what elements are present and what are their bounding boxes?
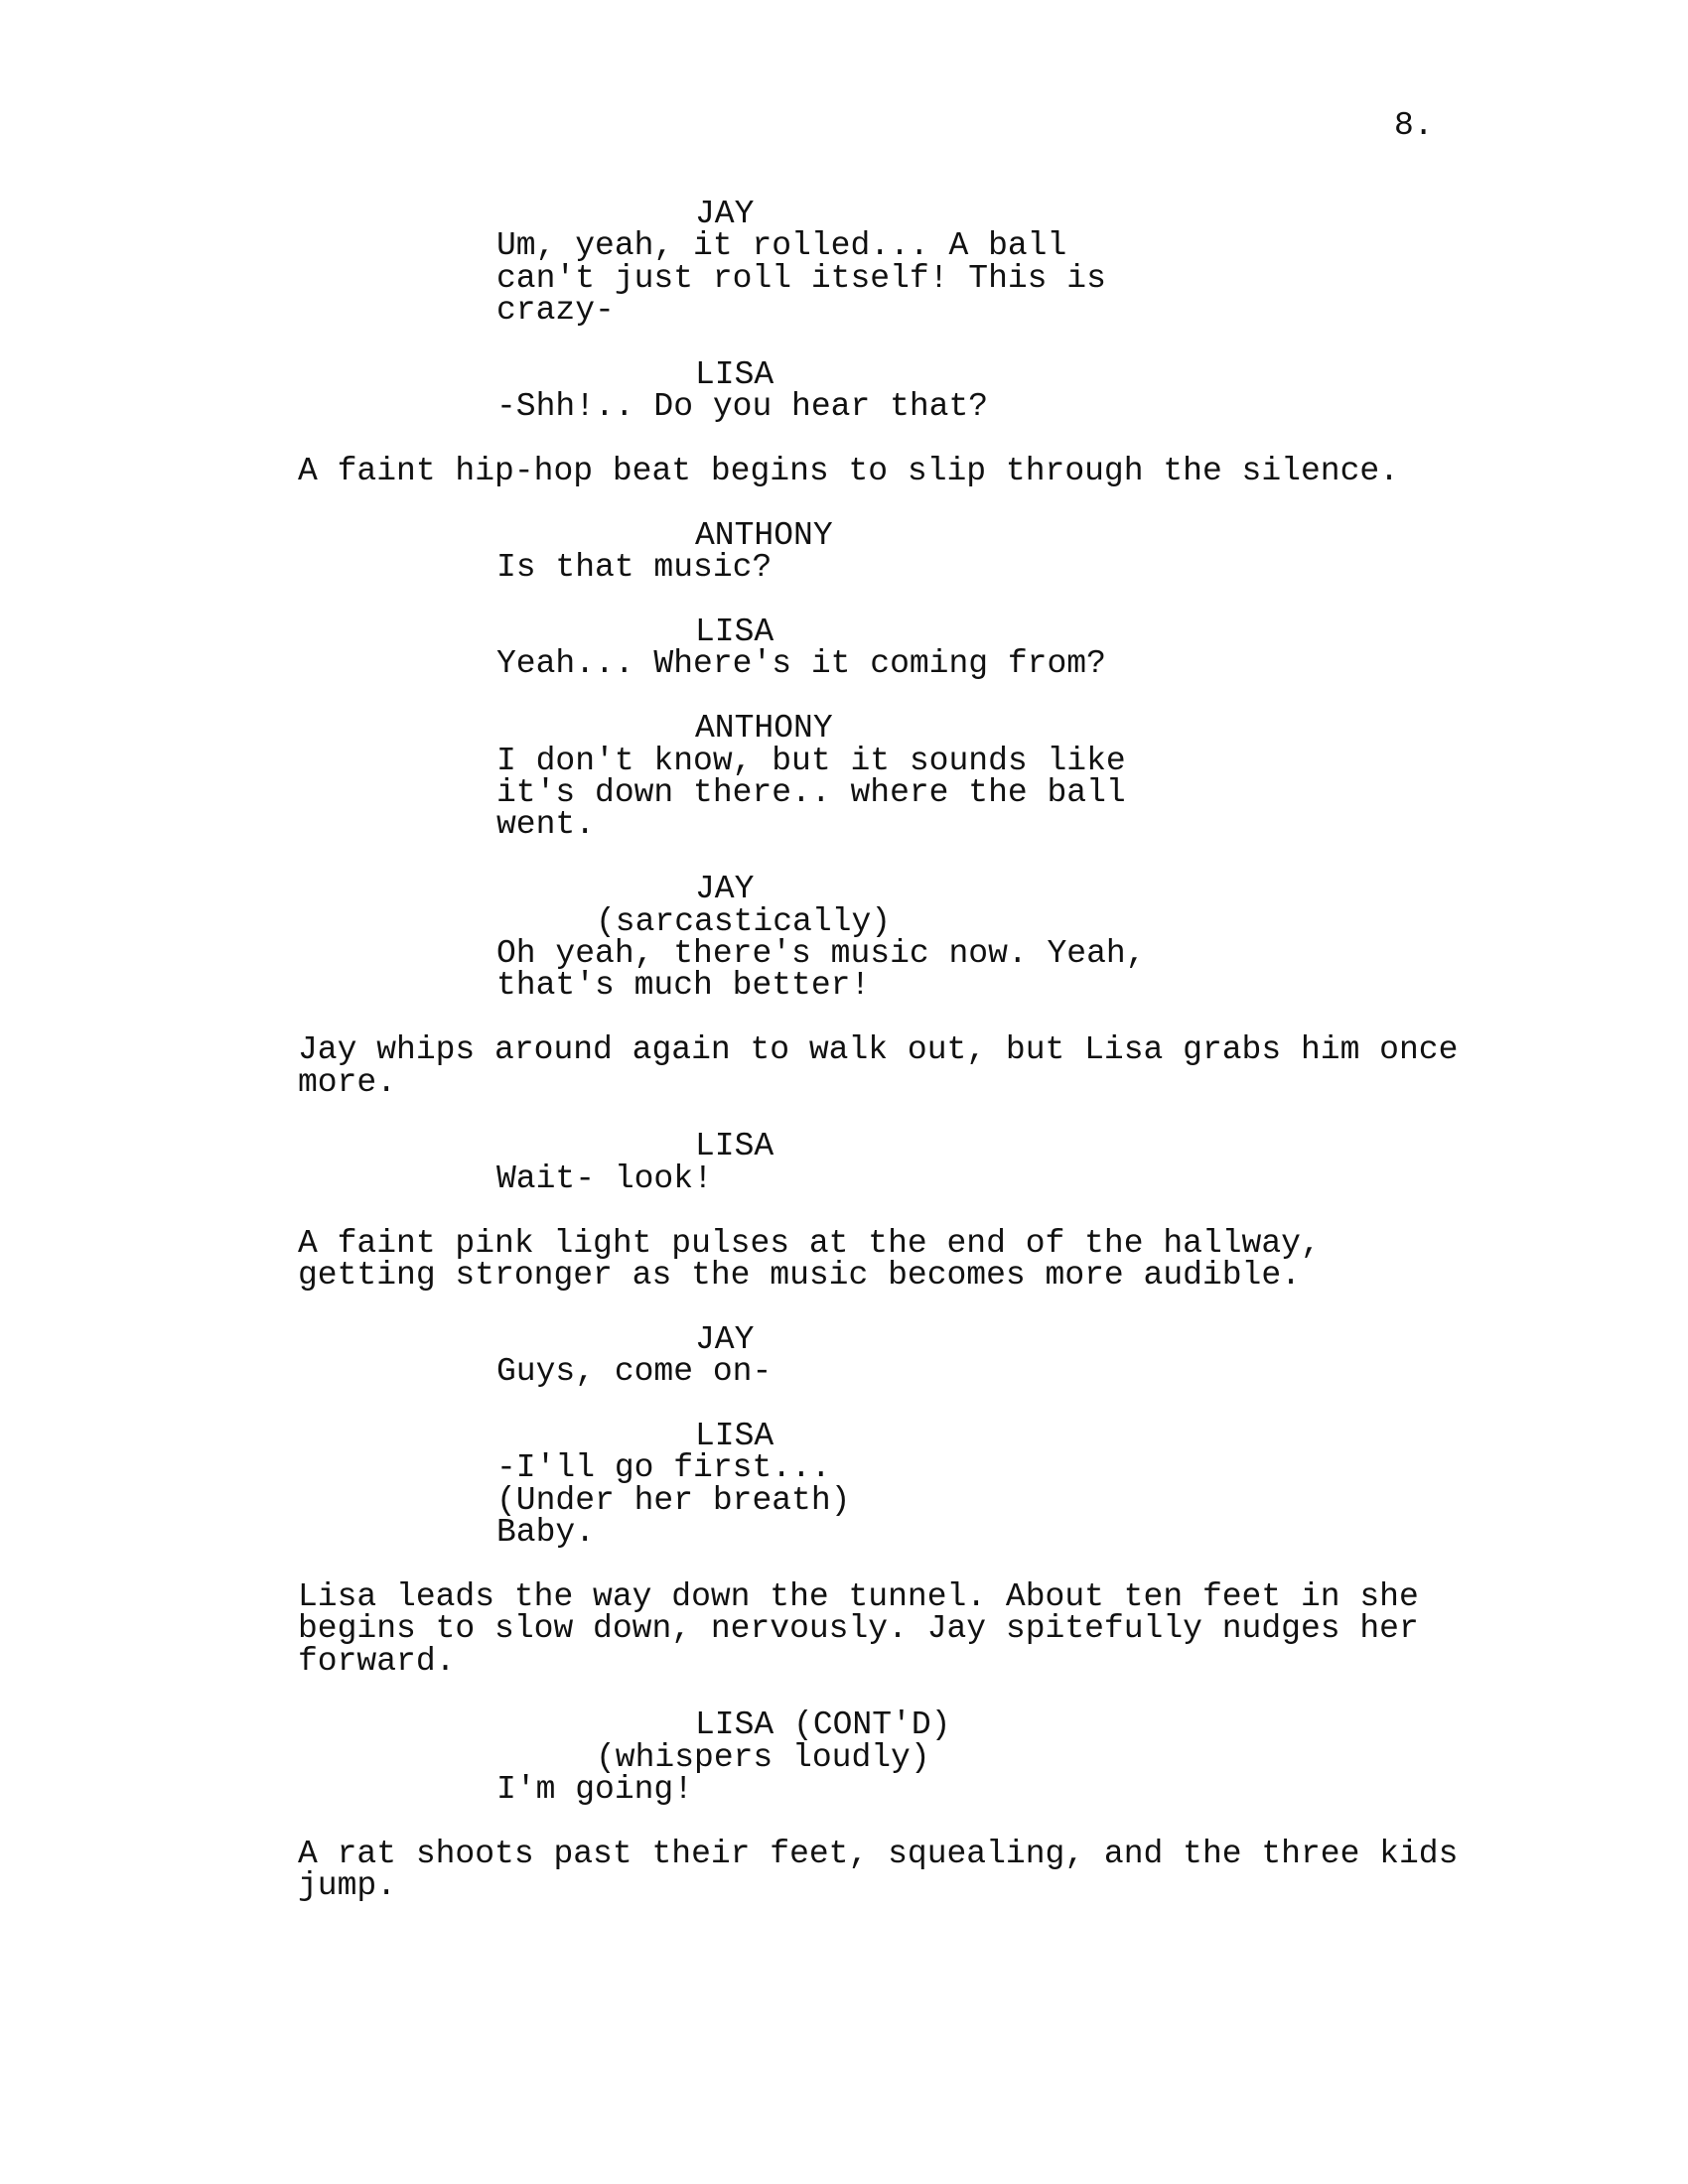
dialogue-line: -I'll go first... <box>496 1449 831 1487</box>
action-line: getting stronger as the music becomes more audible. <box>298 1256 1301 1294</box>
parenthetical: (whispers loudly) <box>596 1738 930 1776</box>
character-name: LISA <box>695 614 774 651</box>
character-name: LISA <box>695 355 774 393</box>
action-block <box>298 1031 1489 1101</box>
action-block <box>298 453 1489 490</box>
character-name: LISA <box>695 1128 774 1165</box>
page-number: 8. <box>1394 107 1434 144</box>
dialogue-block <box>298 1417 1489 1552</box>
character-name: ANTHONY <box>695 516 833 554</box>
dialogue-line: crazy- <box>496 292 615 330</box>
dialogue-line: Oh yeah, there's music now. Yeah, <box>496 934 1146 972</box>
character-name: LISA (CONT'D) <box>695 1706 951 1744</box>
action-line: Lisa leads the way down the tunnel. About ten feet in she <box>298 1577 1419 1615</box>
action-block <box>298 1577 1489 1680</box>
character-name: JAY <box>695 871 755 908</box>
dialogue-block <box>298 710 1489 844</box>
character-name: LISA <box>695 1417 774 1454</box>
action-line: more. <box>298 1063 397 1101</box>
dialogue-line: that's much better! <box>496 967 871 1005</box>
dialogue-block <box>298 871 1489 1005</box>
dialogue-block <box>298 616 1489 681</box>
dialogue-line: (Under her breath) <box>496 1481 851 1519</box>
dialogue-line: Wait- look! <box>496 1160 713 1197</box>
dialogue-line: can't just roll itself! This is <box>496 259 1106 297</box>
action-line: A rat shoots past their feet, squealing, and the three kids <box>298 1835 1459 1872</box>
action-line: A faint hip-hop beat begins to slip through the silence. <box>298 453 1399 490</box>
action-line: begins to slow down, nervously. Jay spitefully nudges her <box>298 1610 1419 1648</box>
character-name: ANTHONY <box>695 710 833 748</box>
action-block <box>298 1224 1489 1294</box>
character-name: JAY <box>695 196 755 232</box>
dialogue-line: I'm going! <box>496 1771 694 1809</box>
dialogue-line: Yeah... Where's it coming from? <box>496 645 1106 683</box>
dialogue-block <box>298 1320 1489 1391</box>
action-block <box>298 1835 1489 1905</box>
dialogue-line: I don't know, but it sounds like <box>496 742 1126 779</box>
dialogue-line: went. <box>496 806 596 844</box>
character-name: JAY <box>695 1320 755 1358</box>
action-line: Jay whips around again to walk out, but Lisa grabs him once <box>298 1031 1459 1069</box>
dialogue-line: Baby. <box>496 1514 596 1552</box>
parenthetical: (sarcastically) <box>596 902 892 940</box>
dialogue-line: Um, yeah, it rolled... A ball <box>496 227 1067 265</box>
dialogue-block <box>298 1706 1489 1809</box>
dialogue-block <box>298 355 1489 426</box>
dialogue-line: Is that music? <box>496 549 773 587</box>
dialogue-block <box>298 516 1489 587</box>
action-line: forward. <box>298 1642 456 1680</box>
action-line: jump. <box>298 1867 397 1905</box>
dialogue-line: Guys, come on- <box>496 1353 773 1391</box>
dialogue-block <box>298 1128 1489 1197</box>
action-line: A faint pink light pulses at the end of the hallway, <box>298 1224 1321 1262</box>
screenplay-body <box>298 196 1489 1935</box>
dialogue-line: it's down there.. where the ball <box>496 774 1126 812</box>
dialogue-line: -Shh!.. Do you hear that? <box>496 388 989 426</box>
dialogue-block <box>298 196 1489 330</box>
